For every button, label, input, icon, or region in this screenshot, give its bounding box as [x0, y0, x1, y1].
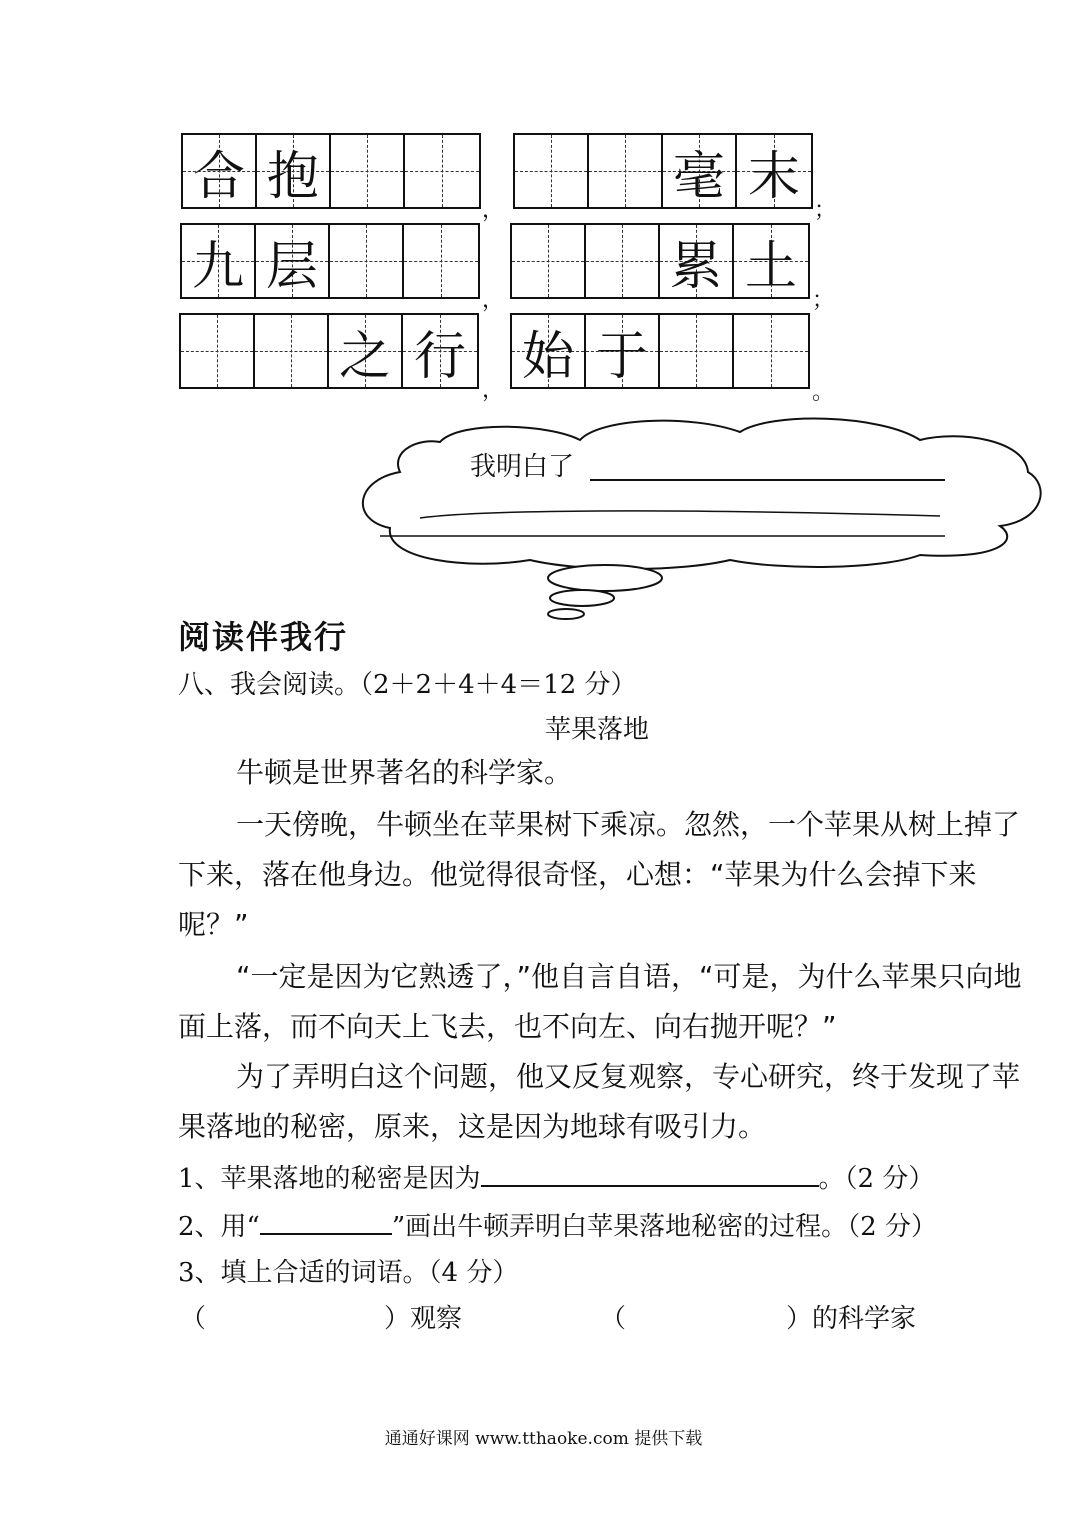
grid-right-2: [510, 223, 810, 299]
q3-a-close: ）观察: [384, 1304, 463, 1334]
grid-cell[interactable]: 层: [256, 225, 330, 297]
grid-cell[interactable]: 始: [512, 315, 586, 387]
question-2: [178, 1206, 937, 1243]
grid-punct: ，: [482, 198, 505, 223]
grid-row-2: [0, 223, 1087, 313]
grid-cell[interactable]: 累: [660, 225, 734, 297]
grid-cell[interactable]: 九: [182, 225, 256, 297]
grid-right-3: [510, 313, 810, 389]
grid-cell[interactable]: 抱: [257, 135, 331, 207]
q3-fill-a[interactable]: [180, 1298, 462, 1335]
grid-left-3: [179, 313, 479, 389]
story-paragraph-4: 为了弄明白这个问题，他又反复观察，专心研究，终于发现了苹果落地的秘密，原来，这是因为地球有吸引力。: [178, 1060, 1021, 1143]
grid-left-2: [180, 223, 480, 299]
grid-punct: ，: [482, 288, 505, 313]
q3-b-open: （: [600, 1304, 627, 1334]
grid-cell[interactable]: [331, 135, 405, 207]
q1-prefix: 1、苹果落地的秘密是因为: [178, 1164, 481, 1194]
grid-cell[interactable]: [181, 315, 255, 387]
story-paragraph-2: 一天傍晚，牛顿坐在苹果树下乘凉。忽然，一个苹果从树上掉了下来，落在他身边。他觉得很奇怪，心想：“苹果为什么会掉下来呢？”: [178, 808, 1021, 941]
grid-cell[interactable]: [586, 225, 660, 297]
grid-cell[interactable]: 末: [737, 135, 811, 207]
q3-b-close: ）的科学家: [786, 1304, 917, 1334]
question-8-title: 八、我会阅读。（2＋2＋4＋4＝12 分）: [178, 670, 637, 700]
grid-cell[interactable]: [404, 225, 478, 297]
question-3: 3、填上合适的词语。（4 分）: [178, 1258, 519, 1288]
grid-cell[interactable]: [515, 135, 589, 207]
grid-cell[interactable]: [512, 225, 586, 297]
grid-punct: ，: [482, 378, 505, 403]
q1-suffix: 。（2 分）: [818, 1164, 935, 1194]
thought-cloud: [360, 410, 1050, 625]
section-heading: 阅读伴我行: [178, 618, 349, 656]
story-title: 苹果落地: [545, 715, 650, 745]
grid-cell[interactable]: [255, 315, 329, 387]
grid-cell[interactable]: 合: [183, 135, 257, 207]
grid-punct: ；: [814, 198, 837, 223]
grid-cell[interactable]: [330, 225, 404, 297]
grid-cell[interactable]: 行: [403, 315, 477, 387]
grid-row-3: [0, 313, 1087, 405]
grid-punct: 。: [812, 380, 835, 405]
grid-cell[interactable]: 于: [586, 315, 660, 387]
grid-cell[interactable]: [734, 315, 808, 387]
grid-cell[interactable]: 土: [734, 225, 808, 297]
q3-fill-b[interactable]: [600, 1298, 916, 1335]
q1-answer-blank[interactable]: [481, 1159, 819, 1187]
q3-a-open: （: [180, 1304, 207, 1334]
cloud-prompt: 我明白了: [470, 452, 575, 482]
grid-punct: ；: [812, 288, 835, 313]
story-paragraph-1: 牛顿是世界著名的科学家。: [236, 756, 573, 789]
q2-suffix: ”画出牛顿弄明白苹果落地秘密的过程。（2 分）: [391, 1212, 937, 1242]
question-1: [178, 1158, 934, 1195]
grid-right-1: [513, 133, 813, 209]
footer-credit: 通通好课网 www.tthaoke.com 提供下载: [384, 1429, 703, 1449]
grid-cell[interactable]: [589, 135, 663, 207]
grid-row-1: [0, 133, 1087, 223]
q2-prefix: 2、用“: [178, 1212, 260, 1242]
grid-cell[interactable]: [660, 315, 734, 387]
cloud-shape: [360, 410, 1050, 625]
story-paragraph-3: “一定是因为它熟透了，”他自言自语，“可是，为什么苹果只向地面上落，而不向天上飞去，也不向左、向右抛开呢？”: [178, 960, 1022, 1043]
grid-cell[interactable]: 毫: [663, 135, 737, 207]
q2-underline-sample: [260, 1207, 392, 1235]
grid-cell[interactable]: [405, 135, 479, 207]
grid-left-1: [181, 133, 481, 209]
grid-cell[interactable]: 之: [329, 315, 403, 387]
